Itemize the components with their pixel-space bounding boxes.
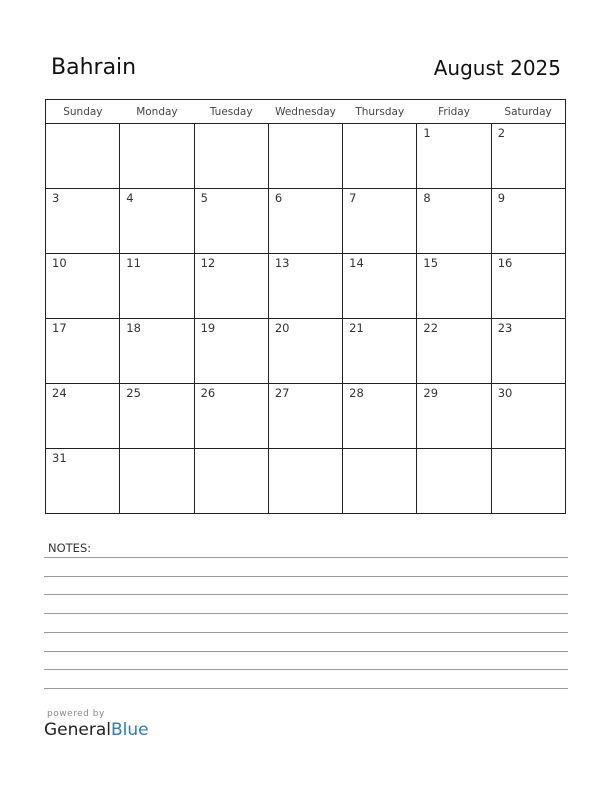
day-number [343,124,416,126]
day-cell [194,189,268,254]
day-cell [120,319,194,384]
day-number [417,449,490,451]
day-number: 24 [52,386,67,400]
weekday-monday: Monday [120,100,194,124]
generalblue-logo [44,720,149,740]
day-cell [417,189,491,254]
day-number: 5 [200,191,208,205]
weekday-header-row [46,100,566,124]
day-number: 31 [52,451,67,465]
day-number: 13 [274,256,290,270]
day-number: 29 [423,386,439,400]
day-cell [491,254,565,319]
day-number: 9 [497,191,506,205]
day-cell [194,384,268,449]
month-year-title: August 2025 [433,56,561,80]
day-number: 3 [52,191,60,205]
day-number: 12 [200,256,216,270]
day-cell [491,449,565,514]
note-line [44,613,568,614]
day-number [492,449,565,451]
day-cell [343,449,417,514]
day-cell [194,254,268,319]
day-number: 21 [349,321,364,335]
day-number: 8 [423,191,431,205]
day-cell [343,384,417,449]
weekday-sunday: Sunday [46,100,120,124]
note-line [44,594,568,595]
week-row [46,124,566,189]
day-cell [268,384,342,449]
week-row [46,384,566,449]
powered-by-text: powered by [47,709,105,719]
day-cell [343,124,417,189]
day-cell [491,124,565,189]
day-cell [120,449,194,514]
day-cell [268,319,342,384]
day-number: 6 [274,191,283,205]
day-number: 11 [126,256,141,270]
day-cell [343,319,417,384]
day-number [269,124,342,126]
day-cell [194,449,268,514]
weekday-tuesday: Tuesday [194,100,268,124]
note-line [44,669,568,670]
weekday-wednesday: Wednesday [268,100,342,124]
day-number: 2 [497,126,506,140]
day-cell [194,124,268,189]
day-number: 14 [349,256,364,270]
note-line [44,688,568,689]
day-number [120,449,193,451]
day-number [195,124,268,126]
day-cell [268,189,342,254]
day-cell [46,124,120,189]
brand-general: General [44,720,111,740]
day-cell [268,449,342,514]
day-cell [120,384,194,449]
note-line [44,651,568,652]
day-cell [194,319,268,384]
country-title: Bahrain [51,55,137,80]
day-number [46,124,119,126]
day-number: 28 [349,386,364,400]
day-cell [417,124,491,189]
week-row [46,254,566,319]
day-cell [343,189,417,254]
week-row [46,189,566,254]
day-cell [491,319,565,384]
day-cell [417,384,491,449]
day-number [120,124,193,126]
day-cell [46,449,120,514]
day-number [343,449,416,451]
day-cell [46,189,120,254]
day-cell [120,189,194,254]
weekday-friday: Friday [417,100,491,124]
day-number: 27 [274,386,290,400]
day-number: 30 [497,386,513,400]
week-row [46,319,566,384]
notes-label: NOTES: [48,541,92,555]
day-cell [46,319,120,384]
day-number: 22 [423,321,439,335]
weekday-saturday: Saturday [491,100,565,124]
brand-blue: Blue [111,720,149,740]
day-number [195,449,268,451]
day-number: 18 [126,321,141,335]
day-number: 4 [126,191,134,205]
day-number [269,449,342,451]
week-row [46,449,566,514]
weekday-thursday: Thursday [343,100,417,124]
day-number: 7 [349,191,357,205]
note-line [44,557,568,558]
day-number: 17 [52,321,67,335]
day-number: 19 [200,321,216,335]
day-cell [491,384,565,449]
day-cell [417,449,491,514]
day-number: 20 [274,321,290,335]
day-number: 23 [497,321,513,335]
day-number: 26 [200,386,216,400]
day-cell [417,254,491,319]
day-cell [268,124,342,189]
day-cell [120,254,194,319]
day-number: 15 [423,256,439,270]
day-number: 16 [497,256,513,270]
day-cell [46,384,120,449]
day-cell [417,319,491,384]
day-cell [120,124,194,189]
day-number: 1 [423,126,431,140]
day-cell [46,254,120,319]
day-cell [343,254,417,319]
calendar-grid [45,99,566,514]
day-number: 10 [52,256,67,270]
day-number: 25 [126,386,141,400]
note-line [44,576,568,577]
note-line [44,632,568,633]
day-cell [491,189,565,254]
day-cell [268,254,342,319]
